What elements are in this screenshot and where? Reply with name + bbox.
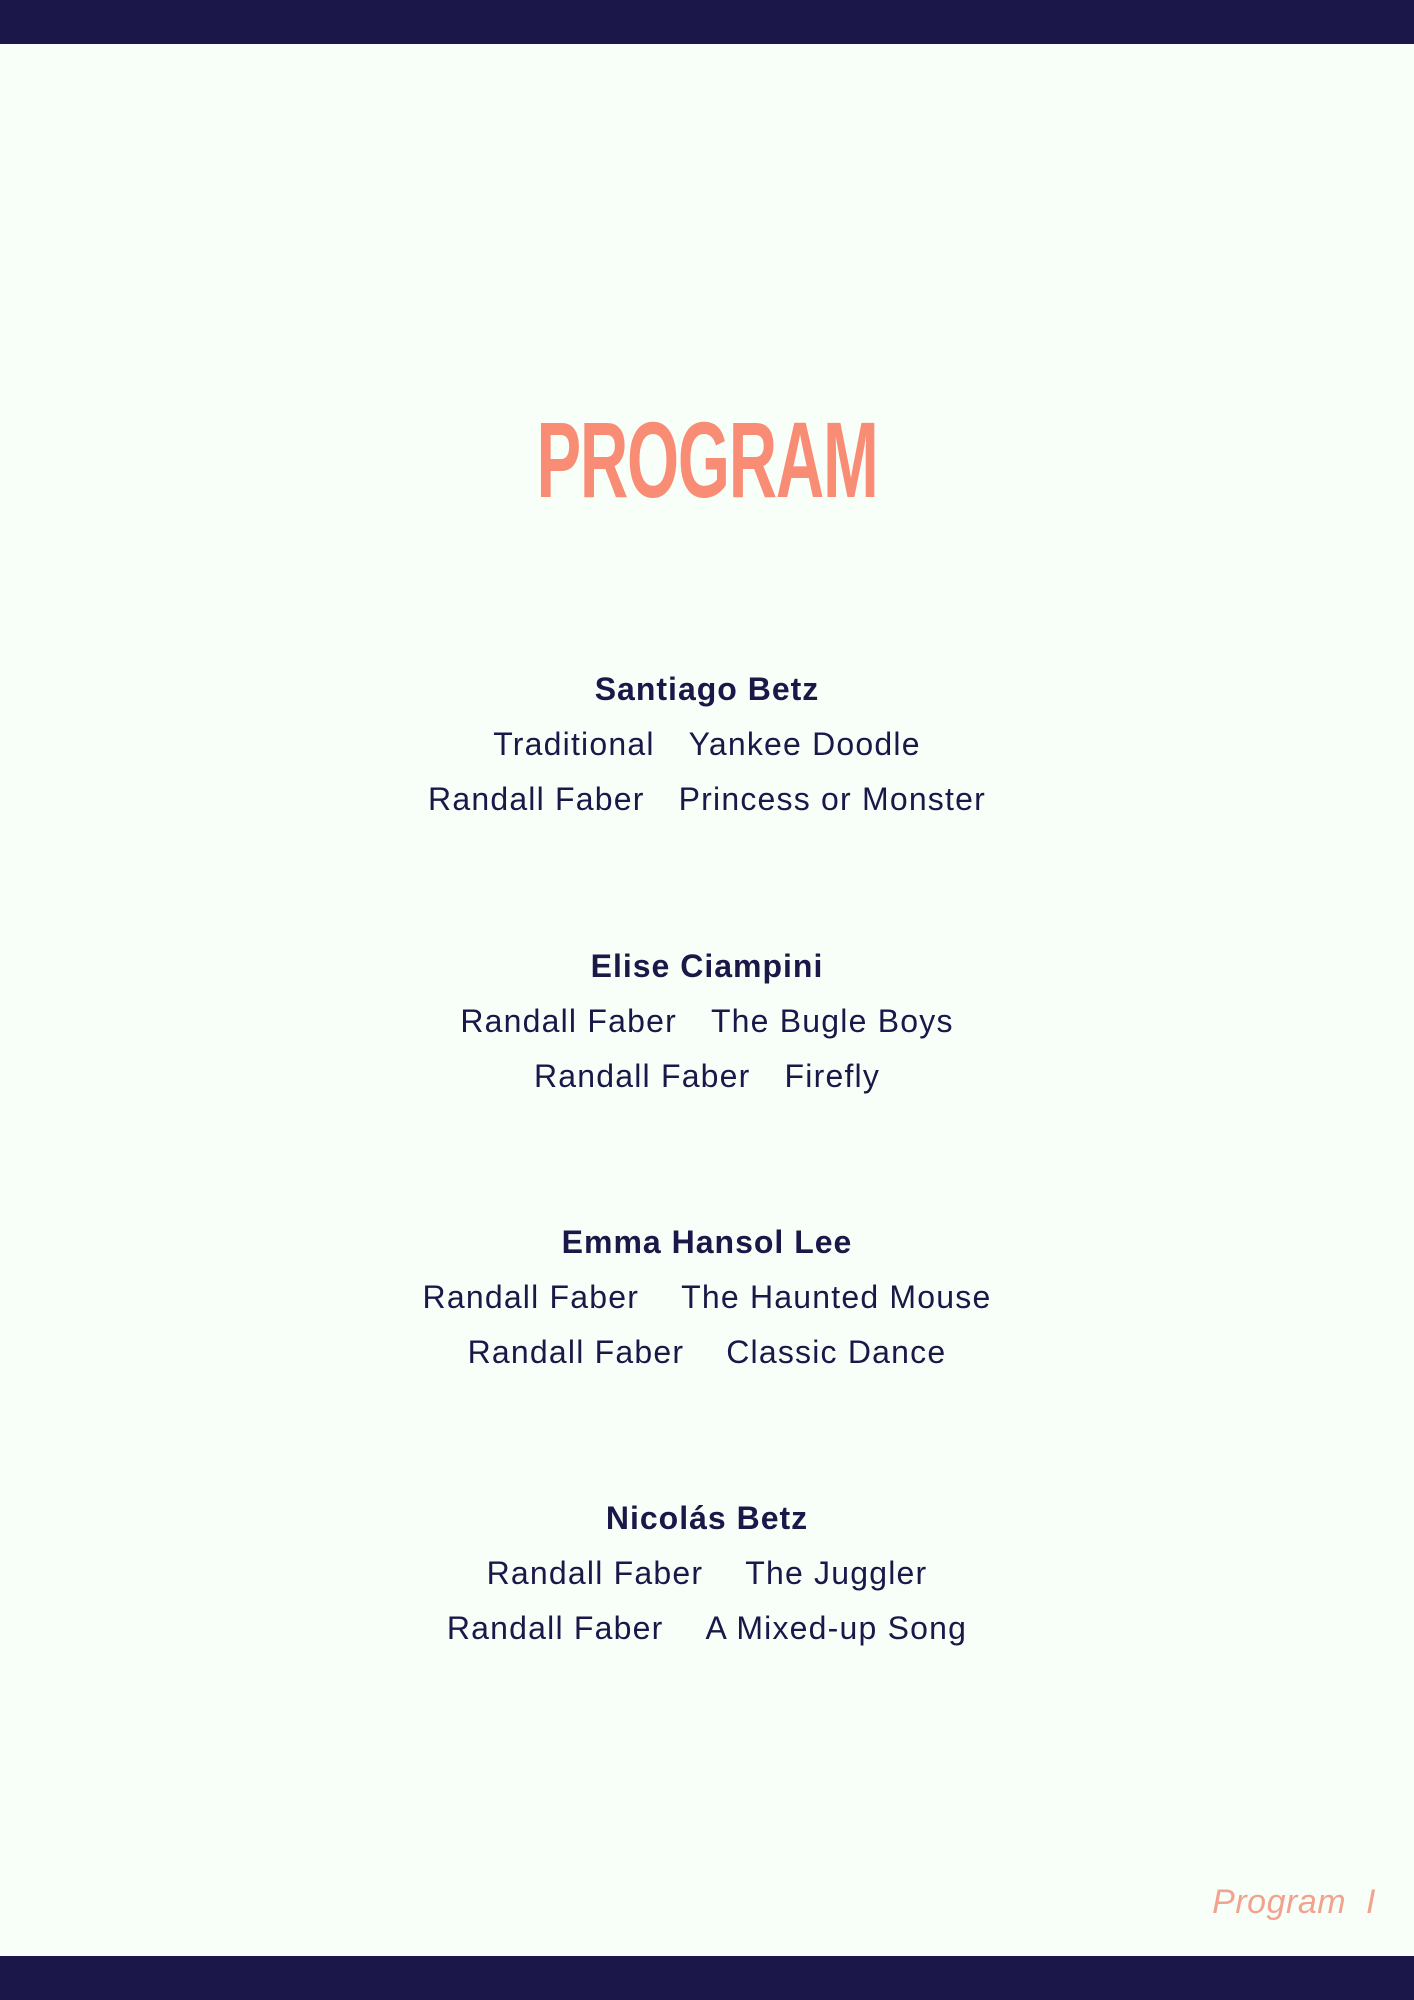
- piece-line: [0, 772, 1414, 827]
- piece-composer: Randall Faber: [460, 1003, 677, 1039]
- piece-composer: Randall Faber: [467, 1334, 685, 1370]
- piece-title: Classic Dance: [726, 1334, 947, 1370]
- top-bar: [0, 0, 1414, 44]
- piece-title: A Mixed-up Song: [705, 1610, 968, 1646]
- bottom-bar: [0, 1956, 1414, 2000]
- piece-title: The Haunted Mouse: [681, 1279, 992, 1315]
- piece-line: [0, 1546, 1414, 1601]
- page-footer-label: [1212, 1880, 1376, 1924]
- piece-composer: Randall Faber: [428, 781, 645, 817]
- piece-composer: Traditional: [493, 726, 655, 762]
- piece-line: [0, 717, 1414, 772]
- footer-section-name: Program: [1212, 1883, 1347, 1921]
- piece-title: Princess or Monster: [678, 781, 986, 817]
- piece-title: Yankee Doodle: [688, 726, 921, 762]
- program-entry: [0, 1215, 1414, 1380]
- piece-title: The Juggler: [745, 1555, 928, 1591]
- performer-name: Santiago Betz: [594, 671, 820, 707]
- performer-name: Emma Hansol Lee: [561, 1224, 853, 1260]
- piece-line: [0, 1601, 1414, 1656]
- piece-composer: Randall Faber: [422, 1279, 640, 1315]
- program-entry: [0, 939, 1414, 1104]
- piece-title: Firefly: [784, 1058, 881, 1094]
- program-entry: [0, 1491, 1414, 1656]
- piece-line: [0, 1325, 1414, 1380]
- piece-composer: Randall Faber: [533, 1058, 751, 1094]
- footer-separator: I: [1366, 1883, 1376, 1921]
- piece-composer: Randall Faber: [446, 1610, 664, 1646]
- page-title: PROGRAM: [536, 399, 878, 520]
- piece-line: [0, 1049, 1414, 1104]
- piece-line: [0, 994, 1414, 1049]
- piece-title: The Bugle Boys: [710, 1003, 954, 1039]
- piece-composer: Randall Faber: [486, 1555, 704, 1591]
- performer-name: Nicolás Betz: [605, 1500, 809, 1536]
- program-entry: [0, 662, 1414, 827]
- piece-line: [0, 1270, 1414, 1325]
- performer-name: Elise Ciampini: [590, 948, 824, 984]
